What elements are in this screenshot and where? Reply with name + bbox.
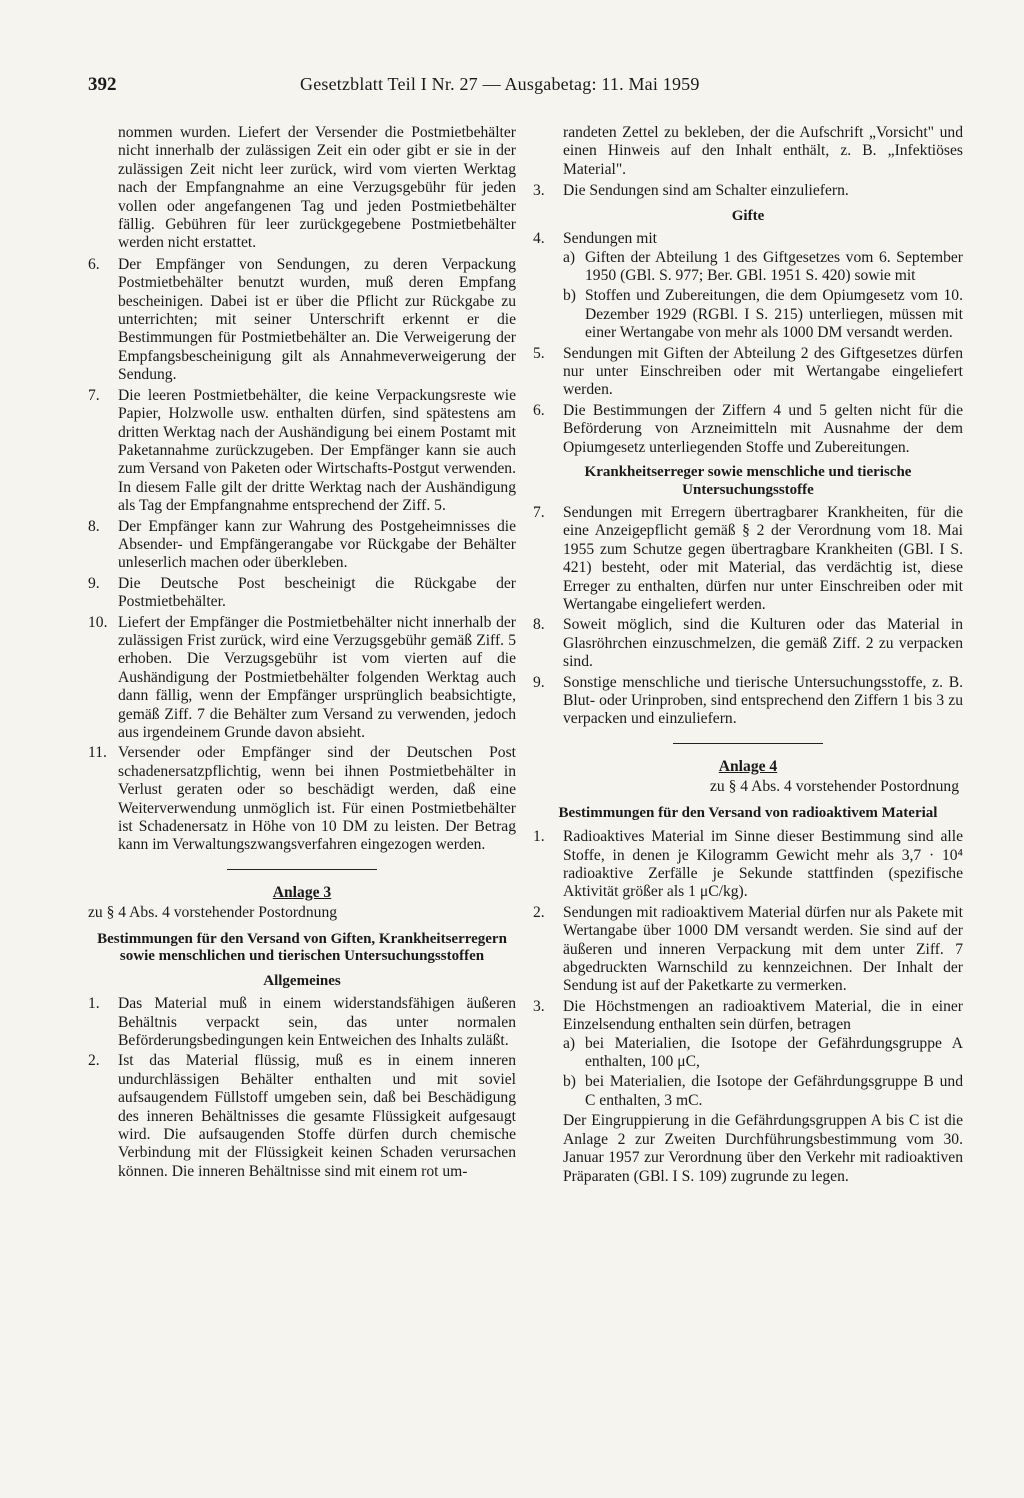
sub-item [563,287,963,342]
list-item [88,387,516,516]
sub-item-letter: a) [563,1034,576,1052]
item-text: Der Empfänger kann zur Wahrung des Postgeheimnisses die Absender- und Empfängerangabe vor Rückgabe der Behälter unleserlich machen oder überkleben. [118,517,516,572]
item-number: 7. [533,504,545,521]
anlage-4-title: Anlage 4 [718,757,778,775]
right-column [533,124,963,1186]
sub-item [563,249,963,286]
paragraph-continuation: nommen wurden. Liefert der Versender die Postmietbehälter nicht innerhalb der zulässigen Zeit ein oder gibt er sie in der zulässigen Zeit nicht leer zurück, wird vom vierten Werktag nach der Empfangnahme an eine Verzugsgebühr für jeden vollen oder angefangenen Tag und jeden Postmietbehälter fällig. Gebühren für leer zurückgegebene Postmietbehälter werden nicht erstattet. [118,124,516,252]
left-column [88,124,516,1183]
list-item [533,182,963,200]
list-item [88,518,516,573]
sub-item-text: bei Materialien, die Isotope der Gefährdungsgruppe B und C enthalten, 3 mC. [585,1073,963,1109]
list-item [88,1052,516,1181]
list-item [88,995,516,1050]
sub-item-letter: b) [563,287,576,305]
item-text: Sonstige menschliche und tierische Untersuchungsstoffe, z. B. Blut- oder Urinproben, sind entsprechend den Ziffern 1 bis 3 zu verpacken und einzuliefern. [563,673,963,728]
section-divider [227,869,377,870]
list-item [533,230,963,342]
page-number: 392 [88,74,117,95]
item-number: 1. [88,995,100,1013]
item-number: 10. [88,613,108,631]
item-number: 2. [88,1052,100,1070]
paragraph-continuation: randeten Zettel zu bekleben, der die Aufschrift „Vorsicht" und einen Hinweis auf den Inhalt enthält, z. B. „Infektiöses Material". [563,124,963,178]
gazette-title: Gesetzblatt Teil I Nr. 27 — Ausgabetag: 11. Mai 1959 [300,74,700,94]
list-item [533,504,963,614]
list-item [533,998,963,1110]
list-item [533,402,963,457]
list-item [88,575,516,612]
item-text: Sendungen mit [563,230,657,248]
item-number: 4. [533,230,545,248]
item-number: 3. [533,997,545,1015]
section-heading-gifte: Gifte [731,207,765,224]
list-item [533,674,963,729]
item-number: 1. [533,828,545,846]
page-header [88,74,968,104]
item-text: Liefert der Empfänger die Postmietbehälter nicht innerhalb der zulässigen Frist zurück, wird eine Verzugsgebühr gemäß Ziff. 5 erhoben. Die Verzugsgebühr ist vom vierten auf die Aushändigung der Postmietbehälter folgenden Werktag auch dann fällig, wenn der Empfänger ursprünglich beabsichtigte, gemäß Ziff. 7 die Behälter zum Versand zu verwenden, jedoch aus irgendeinem Grunde davon absieht. [118,613,516,741]
section-heading-allgemeines: Allgemeines [263,972,341,989]
section-divider [673,743,823,744]
sub-item-letter: b) [563,1073,576,1091]
item-text: Soweit möglich, sind die Kulturen oder das Material in Glasröhrchen einzuschmelzen, die gemäß Ziff. 2 zu verpacken sind. [563,616,963,671]
item-number: 3. [533,182,545,200]
list-item [533,904,963,996]
sub-item [563,1073,963,1110]
item-number: 9. [88,574,100,592]
item-number: 6. [533,401,545,419]
item-number: 5. [533,344,545,362]
sub-item [563,1035,963,1072]
item-number: 8. [88,517,100,535]
item-text: Das Material muß in einem widerstandsfähigen äußeren Behältnis verpackt sein, das unter normalen Beförderungsbedingungen kein Entweichen des Inhalts zuläßt. [118,995,516,1049]
list-item [88,614,516,743]
anlage-4-subtitle: zu § 4 Abs. 4 vorstehender Postordnung [709,778,959,796]
sub-item-text: Giften der Abteilung 1 des Giftgesetzes vom 6. September 1950 (GBl. S. 977; Ber. GBl. 1951 S. 420) sowie mit [585,248,963,284]
item-text: Radioaktives Material im Sinne dieser Bestimmung sind alle Stoffe, in denen je Kilogramm Gewicht mehr als 3,7 · 10⁴ radioaktive Zerfälle je Sekunde stattfinden (spezifische Aktivität größer als 1 μC/kg). [563,828,963,901]
item-number: 7. [88,386,100,404]
item-text: Die Höchstmengen an radioaktivem Material, die in einer Einzelsendung enthalten sein dürfen, betragen [563,997,963,1034]
item-number: 6. [88,255,100,273]
closing-paragraph: Der Eingruppierung in die Gefährdungsgruppen A bis C ist die Anlage 2 zur Zweiten Durchführungsbestimmung vom 30. Januar 1957 zur Verordnung über den Verkehr mit radioaktiven Präparaten (GBl. I S. 109) zugrunde zu legen. [563,1112,963,1185]
item-number: 2. [533,903,545,921]
item-number: 9. [533,673,545,691]
sub-item-letter: a) [563,248,576,266]
item-number: 8. [533,616,545,634]
anlage-4-heading: Bestimmungen für den Versand von radioaktivem Material [558,804,938,821]
item-text: Der Empfänger von Sendungen, zu deren Verpackung Postmietbehälter benutzt wurden, muß deren Empfang bescheinigen. Dabei ist er über die Pflicht zur Rückgabe zu unterrichten; mit seiner Unterschrift erkennt er die Bestimmungen für Postmietbehälter an. Die Verweigerung der Empfangsbescheinigung gilt als Annahmeverweigerung der Sendung. [118,255,516,384]
item-number: 11. [88,744,107,762]
sub-item-text: Stoffen und Zubereitungen, die dem Opiumgesetz vom 10. Dezember 1929 (RGBl. I S. 215) unterliegen, müssen mit einer Wertangabe von mehr als 1000 DM versandt werden. [585,287,963,342]
list-item [533,345,963,400]
item-text: Versender oder Empfänger sind der Deutschen Post schadenersatzpflichtig, wenn bei ihnen Postmietbehälter in Verlust geraten oder so beschädigt werden, daß eine Weiterverwendung unmöglich ist. Für einen Postmietbehälter ist Schadenersatz in Höhe von 10 DM zu leisten. Der Betrag kann im Verwaltungszwangsverfahren eingezogen werden. [118,744,516,854]
anlage-3-title: Anlage 3 [272,883,332,901]
section-heading-krankheitserreger: Krankheitserreger sowie menschliche und tierische Untersuchungsstoffe [584,464,912,498]
list-item [88,256,516,385]
list-item [88,744,516,854]
sub-item-text: bei Materialien, die Isotope der Gefährdungsgruppe A enthalten, 100 μC, [585,1034,963,1071]
item-text: Die Deutsche Post bescheinigt die Rückgabe der Postmietbehälter. [118,574,516,611]
list-item [533,828,963,902]
anlage-3-subtitle: zu § 4 Abs. 4 vorstehender Postordnung [88,904,338,922]
item-text: Sendungen mit Giften der Abteilung 2 des Giftgesetzes dürfen nur unter Einschreiben oder mit Wertangabe eingeliefert werden. [563,344,963,399]
item-text: Die leeren Postmietbehälter, die keine Verpackungsreste wie Papier, Holzwolle usw. enthalten dürfen, sind spätestens am dritten Werktag nach der Aushändigung bei einem Postamt mit Paketannahme zurückzugeben. Der Empfänger kann sie auch zum Versand von Paketen oder Wirtschafts-Postgut verwenden. In diesem Falle gilt der dritte Werktag nach der Aushändigung als Tag der Empfangnahme entsprechend der Ziff. 5. [118,386,516,515]
item-text: Sendungen mit radioaktivem Material dürfen nur als Pakete mit Wertangabe über 1000 DM versandt werden. Sie sind auf der äußeren und inneren Verpackung mit dem unter Ziff. 7 abgedruckten Warnschild zu kennzeichnen. Der Inhalt der Sendung ist auf der Paketkarte zu vermerken. [563,903,963,995]
anlage-3-heading: Bestimmungen für den Versand von Giften, Krankheitserregern sowie menschlichen und tierischen Untersuchungsstoffen [97,930,507,965]
list-item [533,616,963,671]
item-text: Ist das Material flüssig, muß es in einem inneren undurchlässigen Behälter enthalten und mit soviel aufsaugendem Füllstoff umgeben sein, daß bei Beschädigung des inneren Behältnisses die gesamte Flüssigkeit aufgesaugt wird. Die aufsaugenden Stoffe dürfen durch chemische Verbindung mit der Flüssigkeit keinen Schaden verursachen können. Die inneren Behältnisse sind mit einem rot um- [118,1052,516,1180]
item-text: Die Bestimmungen der Ziffern 4 und 5 gelten nicht für die Beförderung von Arzneimitteln mit Ausnahme der dem Opiumgesetz unterliegenden Stoffe und Zubereitungen. [563,401,963,456]
item-text: Sendungen mit Erregern übertragbarer Krankheiten, für die eine Anzeigepflicht gemäß § 2 der Verordnung vom 18. Mai 1955 zum Schutze gegen übertragbare Krankheiten (GBl. I S. 421) besteht, oder mit Material, das verdächtig ist, diese Erreger zu enthalten, dürfen nur unter Einschreiben oder mit Wertangabe eingeliefert werden. [563,504,963,614]
item-text: Die Sendungen sind am Schalter einzuliefern. [563,182,849,200]
